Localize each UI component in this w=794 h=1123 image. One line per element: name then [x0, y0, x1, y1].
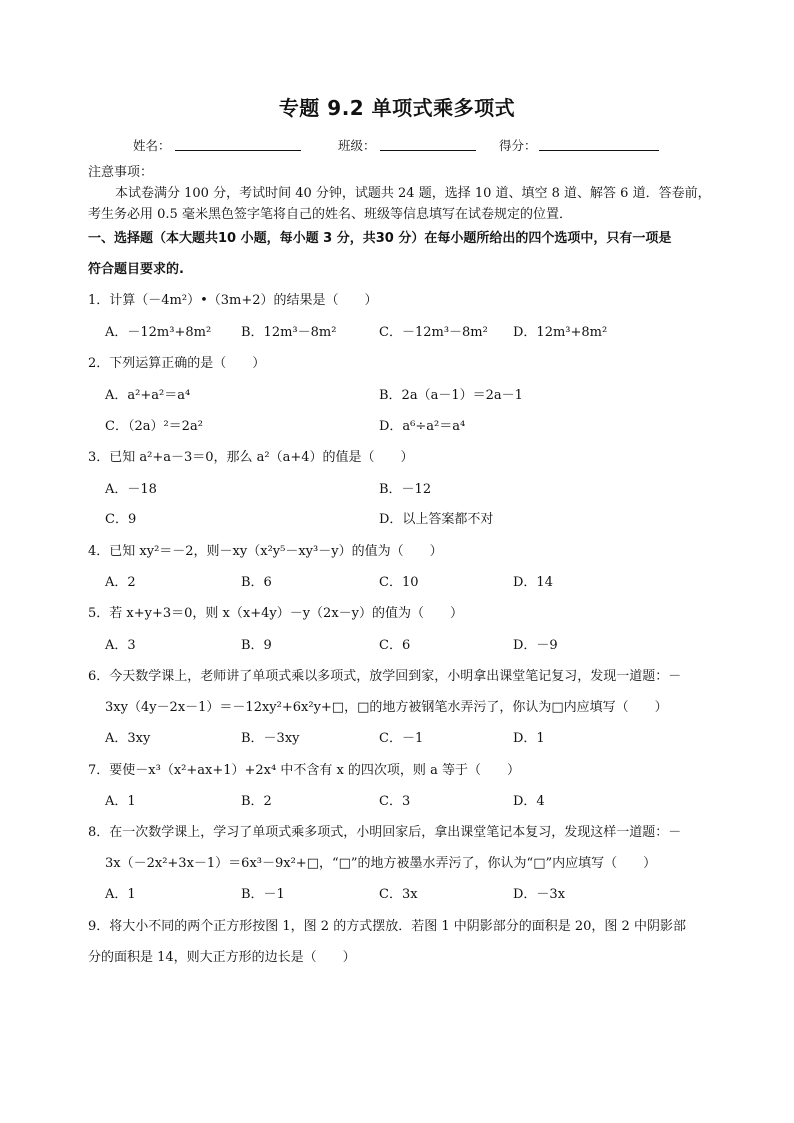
- question-9-stem-line-2: 分的面积是 14，则大正方形的边长是（ ）: [88, 950, 356, 965]
- q5-option-b[interactable]: B．9: [241, 638, 272, 653]
- class-blank[interactable]: [380, 150, 476, 151]
- q1-option-c[interactable]: C．－12m³－8m²: [379, 325, 488, 340]
- q2-option-b[interactable]: B．2a（a－1）＝2a－1: [379, 388, 523, 403]
- section-1-heading-cont: 符合题目要求的.: [88, 262, 184, 277]
- question-6-stem-line-1: 6．今天数学课上，老师讲了单项式乘以多项式，放学回到家，小明拿出课堂笔记复习，发现一道题：－: [88, 669, 682, 684]
- q5-option-a[interactable]: A．3: [105, 638, 136, 653]
- q2-option-d[interactable]: D．a⁶÷a²＝a⁴: [379, 419, 466, 434]
- question-8-stem-line-1: 8．在一次数学课上，学习了单项式乘多项式，小明回家后，拿出课堂笔记本复习，发现这样一道题：－: [88, 825, 682, 840]
- question-8-stem-line-2: 3x（－2x²+3x－1）＝6x³－9x²+□，“□”的地方被墨水弄污了，你认为“□”内应填写（ ）: [105, 856, 657, 871]
- q5-option-d[interactable]: D．－9: [513, 638, 558, 653]
- q8-option-c[interactable]: C．3x: [379, 887, 418, 902]
- q4-option-d[interactable]: D．14: [513, 575, 553, 590]
- score-label: 得分：: [499, 138, 537, 153]
- question-1-stem: 1．计算（－4m²）•（3m+2）的结果是（ ）: [88, 293, 378, 308]
- q3-option-b[interactable]: B．－12: [379, 482, 432, 497]
- name-label: 姓名：: [133, 138, 171, 153]
- q5-option-c[interactable]: C．6: [379, 638, 411, 653]
- q3-option-a[interactable]: A．－18: [105, 482, 157, 497]
- q3-option-d[interactable]: D．以上答案都不对: [379, 512, 494, 527]
- score-blank[interactable]: [539, 150, 659, 151]
- q7-option-a[interactable]: A．1: [105, 794, 136, 809]
- q2-option-c[interactable]: C．（2a）²＝2a²: [105, 419, 203, 434]
- class-label: 班级：: [338, 138, 376, 153]
- q1-option-a[interactable]: A．－12m³+8m²: [105, 325, 212, 340]
- question-5-stem: 5．若 x+y+3＝0，则 x（x+4y）－y（2x－y）的值为（ ）: [88, 606, 464, 621]
- q4-option-a[interactable]: A．2: [105, 575, 136, 590]
- q8-option-b[interactable]: B．－1: [241, 887, 285, 902]
- q7-option-c[interactable]: C．3: [379, 794, 411, 809]
- q6-option-b[interactable]: B．－3xy: [241, 731, 300, 746]
- q3-option-c[interactable]: C．9: [105, 512, 137, 527]
- q7-option-d[interactable]: D．4: [513, 794, 545, 809]
- notice-line-2: 考生务必用 0.5 毫米黑色签字笔将自己的姓名、班级等信息填写在试卷规定的位置．: [88, 207, 572, 222]
- q2-option-a[interactable]: A．a²+a²＝a⁴: [105, 388, 191, 403]
- q4-option-b[interactable]: B．6: [241, 575, 272, 590]
- q8-option-a[interactable]: A．1: [105, 887, 136, 902]
- q6-option-d[interactable]: D．1: [513, 731, 545, 746]
- question-7-stem: 7．要使－x³（x²+ax+1）+2x⁴ 中不含有 x 的四次项，则 a 等于（ ）: [88, 763, 520, 778]
- question-3-stem: 3．已知 a²+a－3＝0，那么 a²（a+4）的值是（ ）: [88, 450, 414, 465]
- page-title: 专题 9.2 单项式乘多项式: [278, 96, 516, 120]
- notice-heading: 注意事项：: [88, 165, 154, 180]
- q7-option-b[interactable]: B．2: [241, 794, 272, 809]
- notice-line-1: 本试卷满分 100 分，考试时间 40 分钟，试题共 24 题，选择 10 道、填空 8 道、解答 6 道．答卷前，: [115, 186, 711, 201]
- q6-option-a[interactable]: A．3xy: [105, 731, 151, 746]
- q1-option-d[interactable]: D．12m³+8m²: [513, 325, 608, 340]
- question-6-stem-line-2: 3xy（4y－2x－1）＝－12xy²+6x²y+□，□的地方被钢笔水弄污了，你认为□内应填写（ ）: [105, 700, 668, 715]
- name-blank[interactable]: [175, 150, 301, 151]
- section-1-heading: 一、选择题（本大题共10 小题，每小题 3 分，共30 分）在每小题所给出的四个选项中，只有一项是: [88, 231, 672, 246]
- q6-option-c[interactable]: C．－1: [379, 731, 424, 746]
- q4-option-c[interactable]: C．10: [379, 575, 419, 590]
- question-2-stem: 2．下列运算正确的是（ ）: [88, 356, 266, 371]
- q1-option-b[interactable]: B．12m³－8m²: [241, 325, 337, 340]
- question-9-stem-line-1: 9．将大小不同的两个正方形按图 1，图 2 的方式摆放．若图 1 中阴影部分的面积是 20，图 2 中阴影部: [88, 919, 686, 934]
- q8-option-d[interactable]: D．－3x: [513, 887, 566, 902]
- question-4-stem: 4．已知 xy²＝－2，则－xy（x²y⁵－xy³－y）的值为（ ）: [88, 544, 443, 559]
